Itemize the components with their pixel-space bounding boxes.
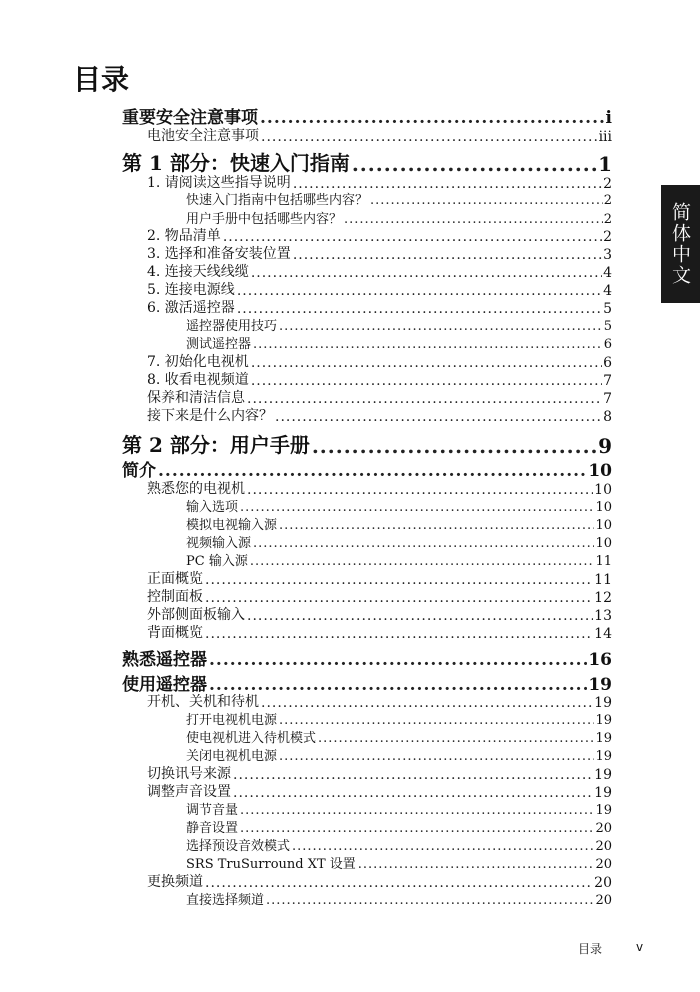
toc-entry[interactable]: 保养和清洁信息 ..... 7 bbox=[147, 387, 612, 407]
toc-entry[interactable]: 接下来是什么内容？ ..... 8 bbox=[147, 405, 612, 425]
toc-entry[interactable]: 控制面板 ..... 12 bbox=[147, 586, 612, 606]
footer-section-label: 目录 bbox=[578, 942, 603, 956]
toc-entry[interactable]: 使电视机进入待机模式 ..... 19 bbox=[186, 727, 612, 746]
toc-entry[interactable]: 4. 连接天线线缆 ..... 4 bbox=[147, 261, 612, 281]
toc-entry[interactable]: 选择预设音效模式 ..... 20 bbox=[186, 835, 612, 854]
toc-entry[interactable]: 切换讯号来源 ..... 19 bbox=[147, 763, 612, 783]
toc-entry[interactable]: 第 1 部分：快速入门指南 ..... 1 bbox=[122, 147, 612, 176]
toc-entry[interactable]: 5. 连接电源线 ..... 4 bbox=[147, 279, 612, 299]
toc-entry[interactable]: 熟悉遥控器 ..... 16 bbox=[122, 645, 612, 670]
toc-entry[interactable]: 开机、关机和待机 ..... 19 bbox=[147, 691, 612, 711]
toc-entry[interactable]: 外部侧面板输入 ..... 13 bbox=[147, 604, 612, 624]
toc-entry[interactable]: 2. 物品清单 ..... 2 bbox=[147, 225, 612, 245]
toc-entry[interactable]: 静音设置 ..... 20 bbox=[186, 817, 612, 836]
language-tab bbox=[661, 185, 700, 303]
toc-entry[interactable]: 正面概览 ..... 11 bbox=[147, 568, 612, 588]
toc-entry[interactable]: 熟悉您的电视机 ..... 10 bbox=[147, 478, 612, 498]
toc-entry[interactable]: 快速入门指南中包括哪些内容？ ..... 2 bbox=[186, 189, 612, 208]
toc-entry[interactable]: 视频输入源 ..... 10 bbox=[186, 532, 612, 551]
toc-entry[interactable]: 调整声音设置 ..... 19 bbox=[147, 781, 612, 801]
toc-entry[interactable]: 用户手册中包括哪些内容？ ..... 2 bbox=[186, 208, 612, 227]
toc-entry[interactable]: 模拟电视输入源 ..... 10 bbox=[186, 514, 612, 533]
toc-entry[interactable]: 8. 收看电视频道 ..... 7 bbox=[147, 369, 612, 389]
toc-entry[interactable]: 电池安全注意事项 ..... iii bbox=[147, 125, 612, 145]
toc-entry[interactable]: 测试遥控器 ..... 6 bbox=[186, 333, 612, 352]
toc-entry[interactable]: 遥控器使用技巧 ..... 5 bbox=[186, 315, 612, 334]
toc-entry[interactable]: 背面概览 ..... 14 bbox=[147, 622, 612, 642]
language-tab-label: 简体中文 bbox=[669, 202, 691, 286]
toc-entry[interactable]: 重要安全注意事项 ..... i bbox=[122, 103, 612, 128]
footer-page-number: v bbox=[636, 940, 644, 954]
toc-entry[interactable]: 更换频道 ..... 20 bbox=[147, 871, 612, 891]
toc-entry[interactable]: 3. 选择和准备安装位置 ..... 3 bbox=[147, 243, 612, 263]
toc-entry[interactable]: 直接选择频道 ..... 20 bbox=[186, 889, 612, 908]
toc-entry[interactable]: PC 输入源 ..... 11 bbox=[186, 550, 612, 569]
toc-entry[interactable]: 1. 请阅读这些指导说明 ..... 2 bbox=[147, 172, 612, 192]
toc-entry[interactable]: 输入选项 ..... 10 bbox=[186, 496, 612, 515]
toc-entry[interactable]: 关闭电视机电源 ..... 19 bbox=[186, 745, 612, 764]
toc-entry[interactable]: 使用遥控器 ..... 19 bbox=[122, 670, 612, 695]
toc-entry[interactable]: SRS TruSurround XT 设置 ..... 20 bbox=[186, 853, 612, 872]
toc-entry[interactable]: 6. 激活遥控器 ..... 5 bbox=[147, 297, 612, 317]
toc-entry[interactable]: 7. 初始化电视机 ..... 6 bbox=[147, 351, 612, 371]
toc-entry[interactable]: 调节音量 ..... 19 bbox=[186, 799, 612, 818]
page-title: 目录 bbox=[73, 63, 130, 96]
toc-entry[interactable]: 简介 ..... 10 bbox=[122, 456, 612, 481]
toc-entry[interactable]: 第 2 部分：用户手册 ..... 9 bbox=[122, 429, 612, 458]
toc-entry[interactable]: 打开电视机电源 ..... 19 bbox=[186, 709, 612, 728]
